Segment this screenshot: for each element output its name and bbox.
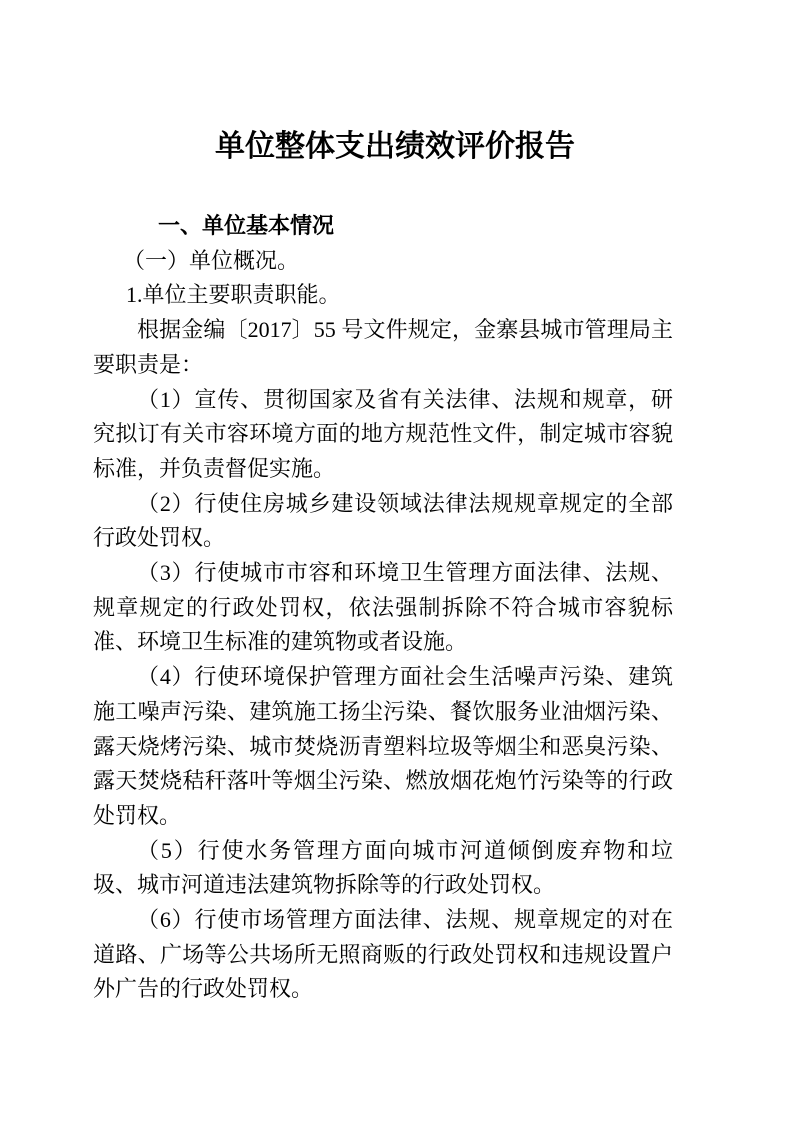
paragraph-duty-5: （5）行使水务管理方面向城市河道倾倒废弃物和垃圾、城市河道违法建筑物拆除等的行政处罚权。 — [93, 837, 673, 898]
section-heading: 一、单位基本情况 — [158, 213, 335, 238]
document-content — [93, 0, 673, 1007]
paragraph-basis: 根据金编〔2017〕55 号文件规定，金寨县城市管理局主要职责是： — [93, 317, 673, 377]
paragraph-duty-6: （6）行使市场管理方面法律、法规、规章规定的对在道路、广场等公共场所无照商贩的行政处罚权和违规设置户外广告的行政处罚权。 — [93, 907, 673, 1002]
paragraph-duty-4: （4）行使环境保护管理方面社会生活噪声污染、建筑施工噪声污染、建筑施工扬尘污染、餐饮服务业油烟污染、露天烧烤污染、城市焚烧沥青塑料垃圾等烟尘和恶臭污染、露天焚烧秸秆落叶等烟尘污染、燃放烟花炮竹污染等的行政处罚权。 — [93, 664, 673, 828]
paragraph-duty-3: （3）行使城市市容和环境卫生管理方面法律、法规、规章规定的行政处罚权，依法强制拆除不符合城市容貌标准、环境卫生标准的建筑物或者设施。 — [93, 560, 673, 655]
paragraph-duty-2: （2）行使住房城乡建设领域法律法规规章规定的全部行政处罚权。 — [93, 490, 673, 551]
document-title: 单位整体支出绩效评价报告 — [215, 130, 575, 163]
subsection-heading: （一）单位概况。 — [123, 247, 300, 273]
item-heading: 1.单位主要职责职能。 — [126, 282, 341, 308]
paragraph-duty-1: （1）宣传、贯彻国家及省有关法律、法规和规章，研究拟订有关市容环境方面的地方规范性文件，制定城市容貌标准，并负责督促实施。 — [93, 386, 673, 481]
